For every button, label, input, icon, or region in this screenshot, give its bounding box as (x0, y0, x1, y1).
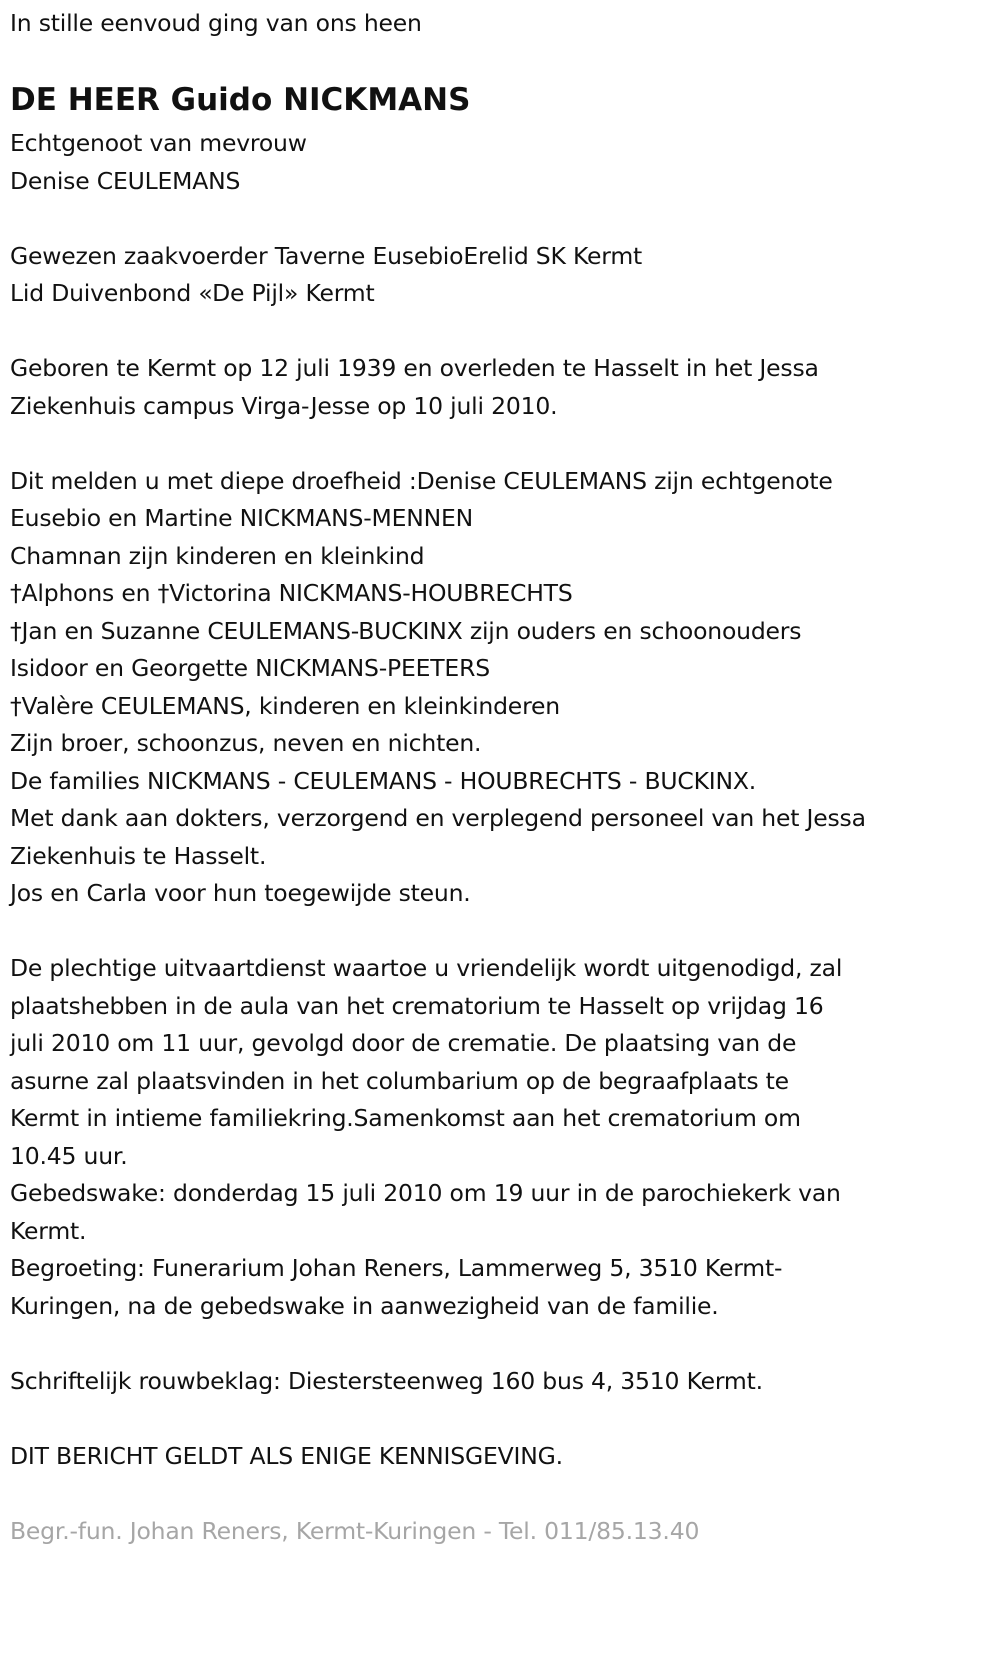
text-line: Gebedswake: donderdag 15 juli 2010 om 19 uur in de parochiekerk van (10, 1179, 841, 1207)
text-line: †Alphons en †Victorina NICKMANS-HOUBRECHTS (10, 579, 573, 607)
text-line: Ziekenhuis campus Virga-Jesse op 10 juli 2010. (10, 391, 558, 420)
text-line: Kermt in intieme familiekring.Samenkomst aan het crematorium om (10, 1104, 801, 1132)
text-line: Met dank aan dokters, verzorgend en verplegend personeel van het Jessa (10, 804, 866, 832)
text-line: †Valère CEULEMANS, kinderen en kleinkinderen (10, 691, 560, 720)
paragraph (10, 950, 995, 1325)
intro-text: In stille eenvoud ging van ons heen (10, 9, 422, 37)
text-line: Ziekenhuis te Hasselt. (10, 841, 267, 870)
text-line: Jos en Carla voor hun toegewijde steun. (10, 879, 471, 907)
paragraph (10, 1438, 995, 1476)
paragraph (10, 125, 995, 200)
text-line: Lid Duivenbond «De Pijl» Kermt (10, 279, 375, 307)
text-line: De families NICKMANS - CEULEMANS - HOUBRECHTS - BUCKINX. (10, 766, 757, 795)
deceased-name-heading: DE HEER Guido NICKMANS (10, 82, 471, 118)
text-line: Schriftelijk rouwbeklag: Diestersteenweg 160 bus 4, 3510 Kermt. (10, 1366, 763, 1395)
text-line: De plechtige uitvaartdienst waartoe u vriendelijk wordt uitgenodigd, zal (10, 954, 843, 982)
text-line: Dit melden u met diepe droefheid :Denise CEULEMANS zijn echtgenote (10, 466, 833, 495)
funeral-home-footer: Begr.-fun. Johan Reners, Kermt-Kuringen - Tel. 011/85.13.40 (10, 1516, 700, 1545)
text-line: asurne zal plaatsvinden in het columbarium op de begraafplaats te (10, 1066, 789, 1095)
text-line: Begroeting: Funerarium Johan Reners, Lammerweg 5, 3510 Kermt- (10, 1254, 783, 1282)
text-line: Isidoor en Georgette NICKMANS-PEETERS (10, 654, 490, 682)
text-line: Eusebio en Martine NICKMANS-MENNEN (10, 504, 474, 532)
text-line: Denise CEULEMANS (10, 166, 241, 195)
obituary-body (10, 125, 995, 1475)
text-line: Geboren te Kermt op 12 juli 1939 en overleden te Hasselt in het Jessa (10, 354, 819, 382)
paragraph (10, 463, 995, 913)
obituary-notice (10, 5, 995, 1550)
text-line: 10.45 uur. (10, 1141, 128, 1170)
paragraph (10, 238, 995, 313)
text-line: Gewezen zaakvoerder Taverne EusebioErelid SK Kermt (10, 241, 643, 270)
text-line: Zijn broer, schoonzus, neven en nichten. (10, 729, 482, 757)
text-line: Kuringen, na de gebedswake in aanwezigheid van de familie. (10, 1291, 719, 1320)
text-line: Kermt. (10, 1216, 87, 1245)
text-line: Echtgenoot van mevrouw (10, 129, 307, 157)
text-line: †Jan en Suzanne CEULEMANS-BUCKINX zijn ouders en schoonouders (10, 616, 802, 645)
text-line: DIT BERICHT GELDT ALS ENIGE KENNISGEVING. (10, 1441, 563, 1470)
paragraph (10, 1363, 995, 1401)
text-line: plaatshebben in de aula van het crematorium te Hasselt op vrijdag 16 (10, 991, 824, 1020)
text-line: juli 2010 om 11 uur, gevolgd door de crematie. De plaatsing van de (10, 1029, 797, 1057)
text-line: Chamnan zijn kinderen en kleinkind (10, 541, 425, 570)
paragraph (10, 350, 995, 425)
